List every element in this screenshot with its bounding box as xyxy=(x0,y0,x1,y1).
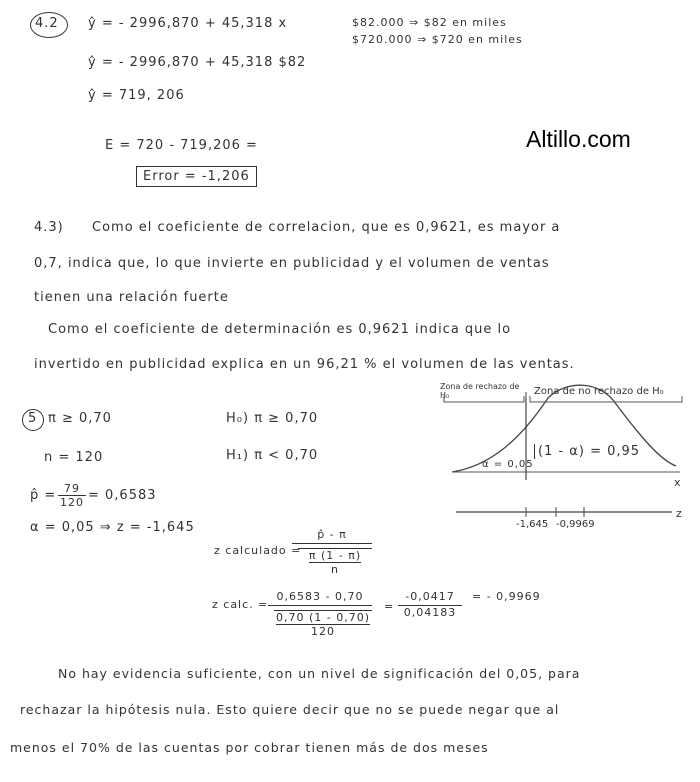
conclusion-line-1: No hay evidencia suficiente, con un nivel de significación del 0,05, para xyxy=(58,666,581,681)
conclusion-line-3: menos el 70% de las cuentas por cobrar tienen más de dos meses xyxy=(10,740,489,755)
error-calculation: E = 720 - 719,206 = xyxy=(105,138,258,153)
z-axis-label: z xyxy=(676,507,683,520)
section-4-2-number: 4.2 xyxy=(35,16,59,31)
z-formula-n: n xyxy=(331,563,339,576)
equals-sign: = xyxy=(384,600,395,613)
z-numeric-n: 120 xyxy=(311,625,335,638)
watermark-logo: Altillo.com xyxy=(526,126,631,152)
sample-proportion-label: p̂ = xyxy=(30,488,57,503)
regression-substitution: ŷ = - 2996,870 + 45,318 $82 xyxy=(88,55,307,70)
correlation-text-line-2: 0,7, indica que, lo que invierte en publicidad y el volumen de ventas xyxy=(34,256,550,271)
alternative-hypothesis: H₁) π < 0,70 xyxy=(226,448,319,463)
correlation-text-line-3: tienen una relación fuerte xyxy=(34,290,229,305)
z-reduced-fraction xyxy=(398,590,462,619)
confidence-area-label: (1 - α) = 0,95 xyxy=(534,444,640,459)
sample-proportion-value: = 0,6583 xyxy=(88,488,157,503)
z-formula-numerator: p̂ - π xyxy=(292,528,372,544)
z-reduced-denominator: 0,04183 xyxy=(403,606,457,619)
accept-zone-label: Zona de no rechazo de H₀ xyxy=(534,386,664,397)
z-reduced-numerator: -0,0417 xyxy=(398,590,462,606)
critical-tick-label: -1,645 xyxy=(516,519,549,530)
determination-text-line-1: Como el coeficiente de determinación es 0,9621 indica que lo xyxy=(48,322,512,337)
z-numeric-root xyxy=(274,610,372,638)
unit-note-2: $720.000 ⇒ $720 en miles xyxy=(352,33,523,46)
z-numeric-denominator: 0,70 (1 - 0,70) xyxy=(275,611,371,624)
regression-result: ŷ = 719, 206 xyxy=(88,88,185,103)
z-formula-denominator: π (1 - π) xyxy=(308,549,362,562)
z-calculated-label: z calculado = xyxy=(214,544,302,557)
section-5-number: 5 xyxy=(28,411,38,426)
determination-text-line-2: invertido en publicidad explica en un 96,21 % el volumen de las ventas. xyxy=(34,357,575,372)
z-result: = - 0,9969 xyxy=(472,590,541,603)
reject-zone-label: Zona de rechazo de H₀ xyxy=(440,382,520,400)
z-numeric-numerator: 0,6583 - 0,70 xyxy=(268,590,372,606)
error-result-box: Error = -1,206 xyxy=(136,166,257,187)
alpha-critical-z: α = 0,05 ⇒ z = -1,645 xyxy=(30,520,195,535)
sample-size: n = 120 xyxy=(44,450,104,465)
section-4-3-number: 4.3) xyxy=(34,220,64,235)
fraction-numerator: 79 xyxy=(58,482,86,496)
regression-equation: ŷ = - 2996,870 + 45,318 x xyxy=(88,16,288,31)
z-formula xyxy=(292,528,372,576)
conclusion-line-2: rechazar la hipótesis nula. Esto quiere decir que no se puede negar que al xyxy=(20,702,560,717)
z-numeric-fraction xyxy=(268,590,372,638)
null-hypothesis: H₀) π ≥ 0,70 xyxy=(226,411,319,426)
unit-note-1: $82.000 ⇒ $82 en miles xyxy=(352,16,507,29)
alpha-area-label: α = 0,05 xyxy=(482,459,534,470)
correlation-text-line-1: Como el coeficiente de correlacion, que es 0,9621, es mayor a xyxy=(92,220,561,235)
observed-tick-label: -0,9969 xyxy=(556,519,595,530)
fraction-denominator: 120 xyxy=(60,496,84,509)
parameter-pi: π ≥ 0,70 xyxy=(48,411,112,426)
z-calc-numeric-label: z calc. = xyxy=(212,598,269,611)
z-formula-root xyxy=(298,548,372,576)
curve-axis-x-label: x xyxy=(674,476,682,489)
